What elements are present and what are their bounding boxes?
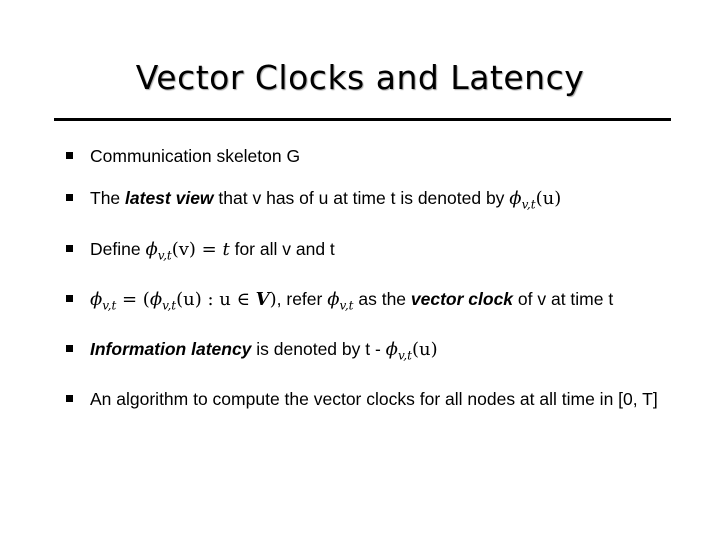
bullet-text-post-a: as the [353, 289, 411, 310]
slide-title: Vector Clocks and Latency [135, 58, 585, 97]
bullet-item-3 [64, 238, 664, 267]
emphasis-vector-clock: vector clock [410, 289, 514, 310]
bullet-text-pre: The [90, 188, 126, 208]
bullet-item-1 [64, 145, 664, 167]
square-bullet-icon [66, 345, 73, 352]
phi-vt-formula: $\phi_{v,t}$ [327, 289, 354, 313]
phi-vt-v-equals-t-formula: $\phi_{v,t}(v) = t$ [145, 238, 230, 263]
square-bullet-icon [66, 395, 73, 402]
bullet-text-pre: Define [90, 238, 146, 259]
phi-vt-u-formula: $\phi_{v,t}(u)$ [509, 188, 562, 212]
bullet-text: Communication skeleton G [90, 146, 301, 166]
emphasis-information-latency: Information latency [90, 338, 252, 359]
square-bullet-icon [66, 245, 73, 252]
bullet-text-mid: , refer [276, 289, 328, 310]
square-bullet-icon [66, 152, 73, 159]
bullet-text-post: that v has of u at time t is denoted by [213, 188, 510, 208]
square-bullet-icon [66, 295, 73, 302]
bullet-item-2 [64, 187, 664, 216]
bullet-text-post-b: of v at time t [513, 289, 614, 310]
phi-vt-u-formula: $\phi_{v,t}(u)$ [385, 338, 438, 363]
square-bullet-icon [66, 194, 73, 201]
bullet-text: An algorithm to compute the vector clocks for all nodes at all time in [0, T] [90, 389, 658, 410]
bullet-item-5 [64, 338, 664, 367]
bullet-list [64, 145, 664, 431]
bullet-text-post: for all v and t [229, 238, 335, 259]
emphasis-latest-view: latest view [125, 188, 214, 208]
title-divider [54, 118, 671, 121]
vector-clock-definition-formula: $\phi_{v,t} = (\phi_{v,t}(u)$ : u ∈ V) [90, 289, 277, 313]
bullet-text-post: is denoted by t - [251, 338, 386, 359]
bullet-item-4 [64, 288, 664, 317]
bullet-item-6 [64, 388, 664, 410]
